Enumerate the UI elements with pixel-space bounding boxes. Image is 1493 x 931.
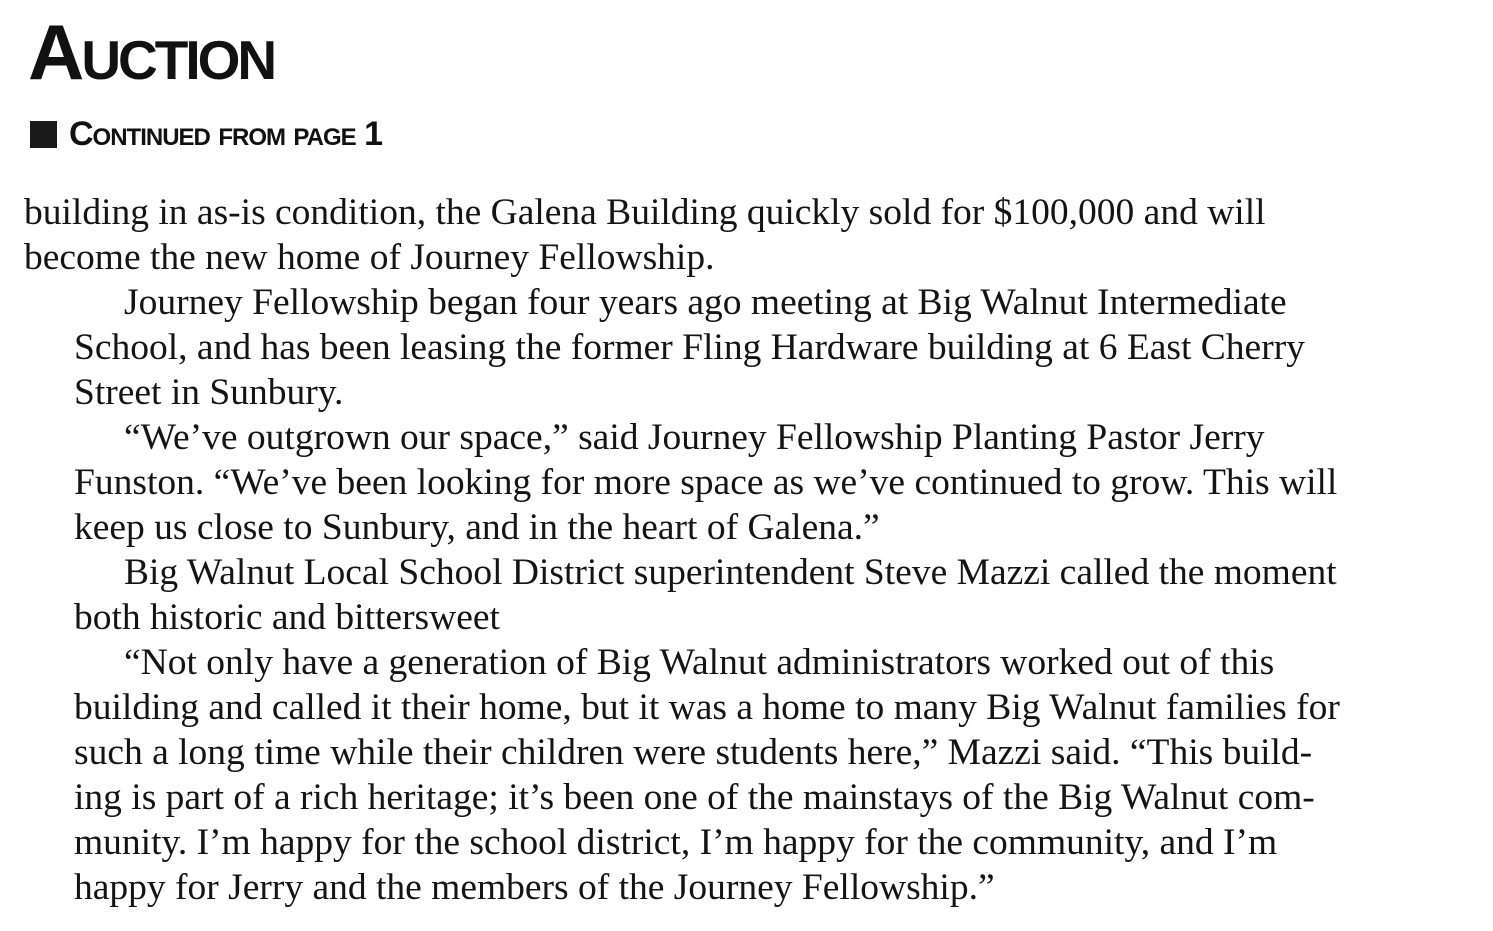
paragraph (24, 415, 1486, 550)
text-line: Big Walnut Local School District superintendent Steve Mazzi called the moment (124, 552, 1337, 593)
continued-from-text: Continued from page 1 (69, 114, 383, 153)
text-line: Funston. “We’ve been looking for more space as we’ve continued to grow. This will (74, 462, 1338, 503)
paragraph (24, 280, 1486, 415)
paragraph (24, 190, 1486, 280)
square-bullet-icon (30, 121, 57, 148)
text-line: building in as-is condition, the Galena Building quickly sold for $100,000 and will (24, 192, 1266, 233)
paragraph (24, 550, 1486, 640)
text-line: “We’ve outgrown our space,” said Journey Fellowship Planting Pastor Jerry (124, 417, 1265, 458)
text-line: “Not only have a generation of Big Walnut administrators worked out of this (124, 642, 1275, 683)
text-line: Street in Sunbury. (74, 372, 344, 413)
paragraph (24, 640, 1486, 910)
text-line: both historic and bittersweet (74, 597, 500, 638)
headline: Auction (28, 8, 275, 96)
text-line: munity. I’m happy for the school district, I’m happy for the community, and I’m (74, 822, 1278, 863)
article-body (24, 190, 1486, 910)
text-line: keep us close to Sunbury, and in the heart of Galena.” (74, 507, 880, 548)
text-line: building and called it their home, but it was a home to many Big Walnut families for (74, 687, 1340, 728)
text-line: become the new home of Journey Fellowship. (24, 237, 715, 278)
continued-from-line (30, 112, 382, 156)
text-line: School, and has been leasing the former Fling Hardware building at 6 East Cherry (74, 327, 1305, 368)
text-line: happy for Jerry and the members of the Journey Fellowship.” (74, 867, 995, 908)
text-line: Journey Fellowship began four years ago meeting at Big Walnut Intermediate (124, 282, 1287, 323)
text-line: such a long time while their children were students here,” Mazzi said. “This build- (74, 732, 1313, 773)
text-line: ing is part of a rich heritage; it’s been one of the mainstays of the Big Walnut com- (74, 777, 1315, 818)
